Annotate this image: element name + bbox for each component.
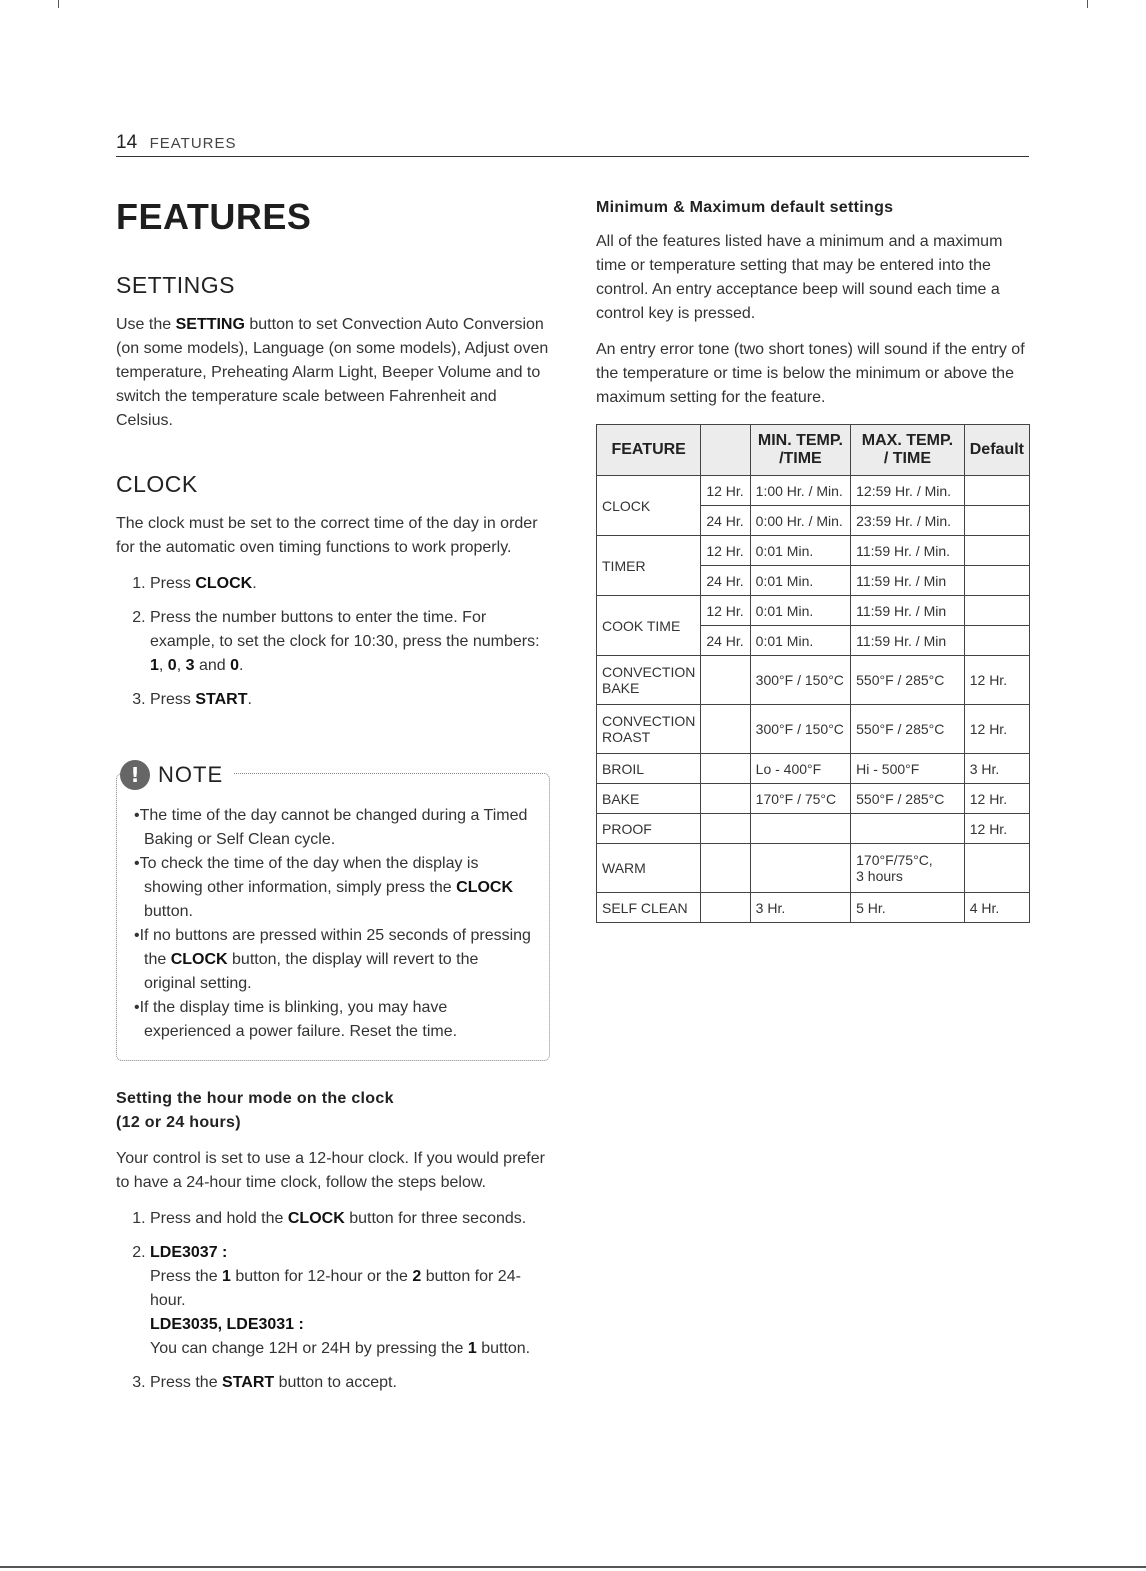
min-cell: 3 Hr.	[750, 893, 850, 923]
max-cell: 550°F / 285°C	[851, 784, 965, 814]
default-cell	[964, 566, 1029, 596]
default-cell: 12 Hr.	[964, 784, 1029, 814]
hour-mode-heading: Setting the hour mode on the clock (12 or 24 hours)	[116, 1090, 394, 1131]
page-edge-bottom	[0, 1566, 1146, 1568]
feature-broil: BROIL	[597, 754, 701, 784]
mode-cell: 24 Hr.	[701, 566, 750, 596]
table-header-row	[597, 425, 1030, 476]
min-cell: 0:01 Min.	[750, 626, 850, 656]
defaults-heading: Minimum & Maximum default settings	[596, 199, 894, 216]
col-header-feature: FEATURE	[597, 425, 701, 476]
feature-self-clean: SELF CLEAN	[597, 893, 701, 923]
clock-step-2: 2. Press the number buttons to enter the time. For example, to set the clock for 10:30, press the numbers: 1, 0, 3 and 0.	[150, 606, 554, 678]
mode-cell	[701, 656, 750, 705]
mode-cell	[701, 893, 750, 923]
feature-clock: CLOCK	[597, 476, 701, 536]
hour-mode-intro: Your control is set to use a 12-hour clock. If you would prefer to have a 24-hour time clock, follow the steps below.	[116, 1150, 545, 1191]
default-cell	[964, 476, 1029, 506]
note-item: •If no buttons are pressed within 25 seconds of pressing the CLOCK button, the display will revert to the original setting.	[134, 927, 531, 992]
note-item: •The time of the day cannot be changed during a Timed Baking or Self Clean cycle.	[134, 807, 528, 848]
max-cell: 170°F/75°C, 3 hours	[851, 844, 965, 893]
table-row	[597, 476, 1030, 506]
settings-paragraph: Use the SETTING button to set Convection Auto Conversion (on some models), Language (on some models), Adjust oven temperature, Preheating Alarm Light, Beeper Volume and to switch the temperature scale between Fahrenheit and Celsius.	[116, 316, 549, 429]
mode-cell	[701, 754, 750, 784]
feature-cooktime: COOK TIME	[597, 596, 701, 656]
min-cell: 300°F / 150°C	[750, 656, 850, 705]
min-cell	[750, 814, 850, 844]
feature-timer: TIMER	[597, 536, 701, 596]
max-cell: Hi - 500°F	[851, 754, 965, 784]
min-cell: 1:00 Hr. / Min.	[750, 476, 850, 506]
mode-cell	[701, 844, 750, 893]
clock-intro: The clock must be set to the correct time of the day in order for the automatic oven timing functions to work properly.	[116, 515, 538, 556]
note-item: •If the display time is blinking, you may have experienced a power failure. Reset the time.	[134, 999, 458, 1040]
left-column	[116, 196, 554, 722]
page-title: FEATURES	[116, 196, 312, 237]
hour-step-3: 3. Press the START button to accept.	[150, 1371, 554, 1395]
default-cell	[964, 844, 1029, 893]
max-cell: 11:59 Hr. / Min	[851, 596, 965, 626]
page-number: 14	[116, 132, 138, 153]
col-header-default: Default	[964, 425, 1029, 476]
default-cell	[964, 626, 1029, 656]
max-cell: 23:59 Hr. / Min.	[851, 506, 965, 536]
col-header-min: MIN. TEMP. /TIME	[750, 425, 850, 476]
default-cell	[964, 506, 1029, 536]
min-cell: 0:01 Min.	[750, 596, 850, 626]
default-cell: 12 Hr.	[964, 656, 1029, 705]
clock-steps	[116, 572, 554, 712]
min-cell: 300°F / 150°C	[750, 705, 850, 754]
page-edge-top-right	[1087, 0, 1088, 8]
default-cell	[964, 596, 1029, 626]
mode-cell	[701, 814, 750, 844]
col-header-max: MAX. TEMP. / TIME	[851, 425, 965, 476]
default-cell: 12 Hr.	[964, 705, 1029, 754]
table-row	[597, 536, 1030, 566]
clock-heading: CLOCK	[116, 471, 198, 497]
feature-convection-roast: CONVECTION ROAST	[597, 705, 701, 754]
feature-convection-bake: CONVECTION BAKE	[597, 656, 701, 705]
feature-bake: BAKE	[597, 784, 701, 814]
section-label: FEATURES	[149, 135, 237, 152]
table-row	[597, 784, 1030, 814]
max-cell	[851, 814, 965, 844]
max-cell: 5 Hr.	[851, 893, 965, 923]
mode-cell	[701, 784, 750, 814]
min-cell: 0:00 Hr. / Min.	[750, 506, 850, 536]
clock-step-3: 3. Press START.	[150, 688, 554, 712]
right-column	[596, 196, 1030, 410]
page-edge-top-left	[58, 0, 59, 8]
max-cell: 11:59 Hr. / Min	[851, 566, 965, 596]
min-cell	[750, 844, 850, 893]
max-cell: 12:59 Hr. / Min.	[851, 476, 965, 506]
warning-icon: !	[120, 760, 150, 790]
max-cell: 11:59 Hr. / Min	[851, 626, 965, 656]
hour-step-2: 2. LDE3037 : Press the 1 button for 12-hour or the 2 button for 24-hour. LDE3035, LDE3031 : You can change 12H or 24H by pressing the 1 button.	[150, 1241, 554, 1361]
hour-mode-steps	[116, 1207, 554, 1395]
note-item: •To check the time of the day when the display is showing other information, simply press the CLOCK button.	[134, 855, 514, 920]
defaults-table	[596, 424, 1030, 923]
feature-proof: PROOF	[597, 814, 701, 844]
note-list	[134, 804, 532, 1044]
min-cell: 0:01 Min.	[750, 536, 850, 566]
running-header	[116, 132, 1029, 157]
mode-cell: 24 Hr.	[701, 626, 750, 656]
default-cell: 3 Hr.	[964, 754, 1029, 784]
min-cell: Lo - 400°F	[750, 754, 850, 784]
min-cell: 170°F / 75°C	[750, 784, 850, 814]
table-row	[597, 814, 1030, 844]
max-cell: 550°F / 285°C	[851, 656, 965, 705]
default-cell: 4 Hr.	[964, 893, 1029, 923]
table-row	[597, 754, 1030, 784]
default-cell: 12 Hr.	[964, 814, 1029, 844]
feature-warm: WARM	[597, 844, 701, 893]
col-header-mode	[701, 425, 750, 476]
max-cell: 11:59 Hr. / Min.	[851, 536, 965, 566]
table-row	[597, 893, 1030, 923]
table-row	[597, 596, 1030, 626]
table-row	[597, 656, 1030, 705]
hour-mode-section	[116, 1087, 554, 1405]
hour-step-1: 1. Press and hold the CLOCK button for three seconds.	[150, 1207, 554, 1231]
defaults-paragraph-1: All of the features listed have a minimum and a maximum time or temperature setting that may be entered into the control. An entry acceptance beep will sound each time a control key is pressed.	[596, 233, 1003, 322]
mode-cell: 12 Hr.	[701, 476, 750, 506]
note-title	[120, 760, 233, 790]
clock-step-1: 1. Press CLOCK.	[150, 572, 554, 596]
mode-cell: 12 Hr.	[701, 596, 750, 626]
table-row	[597, 705, 1030, 754]
table-row	[597, 844, 1030, 893]
mode-cell: 12 Hr.	[701, 536, 750, 566]
default-cell	[964, 536, 1029, 566]
note-label: NOTE	[158, 762, 224, 787]
settings-heading: SETTINGS	[116, 272, 236, 298]
mode-cell: 24 Hr.	[701, 506, 750, 536]
defaults-paragraph-2: An entry error tone (two short tones) will sound if the entry of the temperature or time is below the minimum or above the maximum setting for the feature.	[596, 341, 1025, 406]
min-cell: 0:01 Min.	[750, 566, 850, 596]
max-cell: 550°F / 285°C	[851, 705, 965, 754]
mode-cell	[701, 705, 750, 754]
